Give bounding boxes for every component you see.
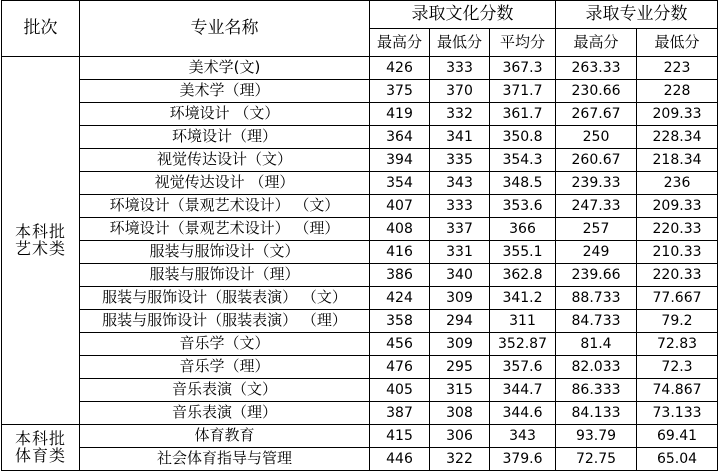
- table-header: [2, 1, 718, 57]
- header-major: 专业名称: [80, 1, 370, 57]
- score-cell-mmin: 209.33: [637, 195, 718, 218]
- score-cell-cmin: 295: [430, 356, 490, 379]
- score-cell-cavg: 355.1: [490, 241, 556, 264]
- score-cell-cmax: 375: [370, 80, 430, 103]
- score-cell-mmin: 223: [637, 57, 718, 80]
- table-row: [2, 80, 718, 103]
- major-name-cell: 环境设计 （文）: [80, 103, 370, 126]
- score-cell-cavg: 357.6: [490, 356, 556, 379]
- table-row: [2, 57, 718, 80]
- score-cell-mmax: 239.66: [556, 264, 637, 287]
- score-cell-cmax: 419: [370, 103, 430, 126]
- score-cell-cmax: 405: [370, 379, 430, 402]
- major-name-cell: 环境设计（景观艺术设计） （文）: [80, 195, 370, 218]
- score-cell-mmin: 228: [637, 80, 718, 103]
- major-name-cell: 环境设计（理）: [80, 126, 370, 149]
- table-row: [2, 448, 718, 471]
- score-cell-cavg: 341.2: [490, 287, 556, 310]
- score-cell-cmin: 370: [430, 80, 490, 103]
- score-cell-mmax: 88.733: [556, 287, 637, 310]
- table-row: [2, 241, 718, 264]
- header-major-max: 最高分: [556, 29, 637, 57]
- score-cell-cavg: 354.3: [490, 149, 556, 172]
- score-cell-cavg: 344.7: [490, 379, 556, 402]
- batch-cell: [2, 57, 80, 425]
- score-cell-mmax: 84.133: [556, 402, 637, 425]
- batch-label-line: 艺术类: [14, 238, 66, 258]
- table-row: [2, 264, 718, 287]
- score-cell-cmax: 416: [370, 241, 430, 264]
- score-cell-cmax: 407: [370, 195, 430, 218]
- score-cell-cmax: 456: [370, 333, 430, 356]
- score-cell-mmax: 239.33: [556, 172, 637, 195]
- score-cell-cmax: 358: [370, 310, 430, 333]
- table-row: [2, 379, 718, 402]
- score-cell-mmin: 209.33: [637, 103, 718, 126]
- score-cell-cmax: 476: [370, 356, 430, 379]
- major-name-cell: 服装与服饰设计（理）: [80, 264, 370, 287]
- score-cell-cmin: 333: [430, 57, 490, 80]
- score-cell-cmin: 306: [430, 425, 490, 448]
- score-cell-cavg: 350.8: [490, 126, 556, 149]
- score-cell-mmax: 247.33: [556, 195, 637, 218]
- major-name-cell: 音乐学（理）: [80, 356, 370, 379]
- score-cell-cmax: 415: [370, 425, 430, 448]
- table-row: [2, 172, 718, 195]
- major-name-cell: 音乐表演（理）: [80, 402, 370, 425]
- header-row-group: [2, 1, 718, 29]
- major-name-cell: 美术学(文): [80, 57, 370, 80]
- score-cell-cmin: 341: [430, 126, 490, 149]
- score-cell-mmax: 250: [556, 126, 637, 149]
- major-name-cell: 服装与服饰设计（文）: [80, 241, 370, 264]
- score-cell-cavg: 371.7: [490, 80, 556, 103]
- score-cell-cmax: 426: [370, 57, 430, 80]
- header-major-min: 最低分: [637, 29, 718, 57]
- score-cell-mmax: 86.333: [556, 379, 637, 402]
- score-cell-mmax: 249: [556, 241, 637, 264]
- score-cell-mmax: 84.733: [556, 310, 637, 333]
- batch-label-line: 本科批: [14, 428, 66, 448]
- score-cell-cmax: 424: [370, 287, 430, 310]
- score-cell-cmax: 387: [370, 402, 430, 425]
- score-cell-cmin: 315: [430, 379, 490, 402]
- major-name-cell: 美术学（理）: [80, 80, 370, 103]
- score-cell-cavg: 344.6: [490, 402, 556, 425]
- score-cell-cavg: 361.7: [490, 103, 556, 126]
- score-cell-cmin: 322: [430, 448, 490, 471]
- major-name-cell: 视觉传达设计 （理）: [80, 172, 370, 195]
- score-cell-cavg: 366: [490, 218, 556, 241]
- score-cell-cavg: 343: [490, 425, 556, 448]
- score-cell-cmin: 308: [430, 402, 490, 425]
- table-row: [2, 126, 718, 149]
- major-name-cell: 体育教育: [80, 425, 370, 448]
- score-cell-mmax: 230.66: [556, 80, 637, 103]
- score-cell-cmax: 446: [370, 448, 430, 471]
- major-name-cell: 音乐表演（文）: [80, 379, 370, 402]
- batch-label-line: 体育类: [14, 445, 66, 465]
- score-cell-cavg: 311: [490, 310, 556, 333]
- score-cell-cmin: 309: [430, 333, 490, 356]
- table-row: [2, 103, 718, 126]
- score-cell-mmax: 263.33: [556, 57, 637, 80]
- score-cell-cmin: 335: [430, 149, 490, 172]
- score-cell-cavg: 348.5: [490, 172, 556, 195]
- header-culture-max: 最高分: [370, 29, 430, 57]
- score-cell-cavg: 362.8: [490, 264, 556, 287]
- table-body: [2, 57, 718, 471]
- major-name-cell: 环境设计（景观艺术设计） （理）: [80, 218, 370, 241]
- admission-score-table: [1, 0, 718, 471]
- score-cell-cmax: 408: [370, 218, 430, 241]
- score-cell-mmax: 257: [556, 218, 637, 241]
- major-name-cell: 视觉传达设计（文）: [80, 149, 370, 172]
- score-cell-cmax: 354: [370, 172, 430, 195]
- major-name-cell: 音乐学（文）: [80, 333, 370, 356]
- score-cell-mmax: 81.4: [556, 333, 637, 356]
- score-cell-mmin: 218.34: [637, 149, 718, 172]
- header-culture-group: 录取文化分数: [370, 1, 556, 29]
- score-cell-mmin: 72.3: [637, 356, 718, 379]
- table-row: [2, 310, 718, 333]
- table-row: [2, 195, 718, 218]
- score-cell-cavg: 352.87: [490, 333, 556, 356]
- score-cell-mmin: 236: [637, 172, 718, 195]
- score-cell-mmin: 65.04: [637, 448, 718, 471]
- score-cell-mmax: 72.75: [556, 448, 637, 471]
- score-cell-mmin: 73.133: [637, 402, 718, 425]
- batch-cell: [2, 425, 80, 471]
- score-cell-mmin: 228.34: [637, 126, 718, 149]
- table-row: [2, 149, 718, 172]
- score-cell-cmin: 343: [430, 172, 490, 195]
- score-cell-mmax: 82.033: [556, 356, 637, 379]
- score-cell-cmin: 332: [430, 103, 490, 126]
- major-name-cell: 服装与服饰设计（服装表演） （文）: [80, 287, 370, 310]
- table-row: [2, 333, 718, 356]
- score-cell-cmin: 337: [430, 218, 490, 241]
- table-row: [2, 356, 718, 379]
- table-row: [2, 425, 718, 448]
- score-cell-cmin: 294: [430, 310, 490, 333]
- score-cell-cmin: 309: [430, 287, 490, 310]
- table-row: [2, 218, 718, 241]
- score-cell-mmax: 260.67: [556, 149, 637, 172]
- score-cell-mmin: 72.83: [637, 333, 718, 356]
- score-cell-cmin: 340: [430, 264, 490, 287]
- score-cell-cmax: 394: [370, 149, 430, 172]
- score-cell-cmin: 333: [430, 195, 490, 218]
- header-culture-min: 最低分: [430, 29, 490, 57]
- score-cell-cavg: 353.6: [490, 195, 556, 218]
- score-cell-mmin: 220.33: [637, 218, 718, 241]
- batch-label-line: 本科批: [14, 221, 66, 241]
- major-name-cell: 服装与服饰设计（服装表演） （理）: [80, 310, 370, 333]
- score-cell-mmin: 210.33: [637, 241, 718, 264]
- score-cell-mmin: 79.2: [637, 310, 718, 333]
- header-major-group: 录取专业分数: [556, 1, 718, 29]
- score-cell-mmin: 77.667: [637, 287, 718, 310]
- major-name-cell: 社会体育指导与管理: [80, 448, 370, 471]
- score-cell-mmin: 74.867: [637, 379, 718, 402]
- score-cell-mmin: 220.33: [637, 264, 718, 287]
- score-cell-mmax: 267.67: [556, 103, 637, 126]
- score-cell-mmax: 93.79: [556, 425, 637, 448]
- score-cell-cmax: 386: [370, 264, 430, 287]
- score-cell-mmin: 69.41: [637, 425, 718, 448]
- table-row: [2, 402, 718, 425]
- header-culture-avg: 平均分: [490, 29, 556, 57]
- header-batch: 批次: [2, 1, 80, 57]
- score-cell-cavg: 367.3: [490, 57, 556, 80]
- table-row: [2, 287, 718, 310]
- score-cell-cmax: 364: [370, 126, 430, 149]
- score-cell-cmin: 331: [430, 241, 490, 264]
- score-cell-cavg: 379.6: [490, 448, 556, 471]
